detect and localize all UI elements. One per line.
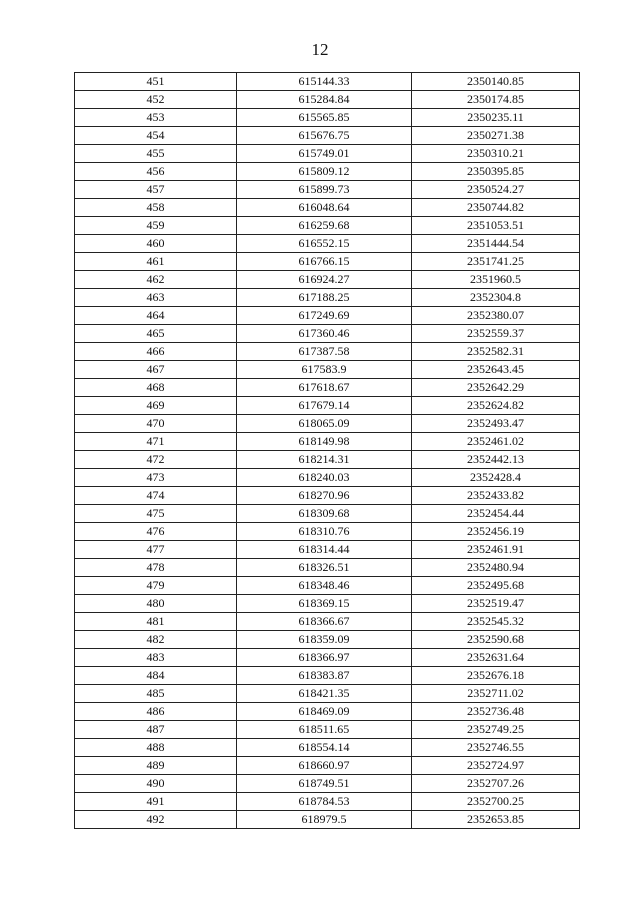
table-row bbox=[75, 793, 580, 811]
point-number-cell: 456 bbox=[75, 163, 237, 181]
point-number-cell: 471 bbox=[75, 433, 237, 451]
y-coordinate-cell: 2352442.13 bbox=[412, 451, 580, 469]
point-number-cell: 458 bbox=[75, 199, 237, 217]
point-number-cell: 469 bbox=[75, 397, 237, 415]
x-coordinate-cell: 617188.25 bbox=[237, 289, 412, 307]
table-row bbox=[75, 613, 580, 631]
point-number-cell: 482 bbox=[75, 631, 237, 649]
x-coordinate-cell: 618270.96 bbox=[237, 487, 412, 505]
point-number-cell: 480 bbox=[75, 595, 237, 613]
point-number-cell: 475 bbox=[75, 505, 237, 523]
table-row bbox=[75, 487, 580, 505]
table-row bbox=[75, 703, 580, 721]
y-coordinate-cell: 2352590.68 bbox=[412, 631, 580, 649]
point-number-cell: 477 bbox=[75, 541, 237, 559]
y-coordinate-cell: 2351444.54 bbox=[412, 235, 580, 253]
table-row bbox=[75, 73, 580, 91]
point-number-cell: 489 bbox=[75, 757, 237, 775]
x-coordinate-cell: 618784.53 bbox=[237, 793, 412, 811]
x-coordinate-cell: 616259.68 bbox=[237, 217, 412, 235]
y-coordinate-cell: 2352380.07 bbox=[412, 307, 580, 325]
x-coordinate-cell: 618149.98 bbox=[237, 433, 412, 451]
point-number-cell: 467 bbox=[75, 361, 237, 379]
x-coordinate-cell: 618309.68 bbox=[237, 505, 412, 523]
y-coordinate-cell: 2352559.37 bbox=[412, 325, 580, 343]
table-row bbox=[75, 91, 580, 109]
table-row bbox=[75, 379, 580, 397]
point-number-cell: 460 bbox=[75, 235, 237, 253]
point-number-cell: 472 bbox=[75, 451, 237, 469]
x-coordinate-cell: 618065.09 bbox=[237, 415, 412, 433]
table-row bbox=[75, 811, 580, 829]
x-coordinate-cell: 618660.97 bbox=[237, 757, 412, 775]
table-row bbox=[75, 289, 580, 307]
x-coordinate-cell: 615565.85 bbox=[237, 109, 412, 127]
table-row bbox=[75, 253, 580, 271]
x-coordinate-cell: 617679.14 bbox=[237, 397, 412, 415]
table-row bbox=[75, 541, 580, 559]
x-coordinate-cell: 618326.51 bbox=[237, 559, 412, 577]
x-coordinate-cell: 617618.67 bbox=[237, 379, 412, 397]
y-coordinate-cell: 2352724.97 bbox=[412, 757, 580, 775]
x-coordinate-cell: 617360.46 bbox=[237, 325, 412, 343]
table-row bbox=[75, 433, 580, 451]
table-row bbox=[75, 469, 580, 487]
table-row bbox=[75, 235, 580, 253]
x-coordinate-cell: 618314.44 bbox=[237, 541, 412, 559]
table-row bbox=[75, 415, 580, 433]
table-row bbox=[75, 199, 580, 217]
point-number-cell: 459 bbox=[75, 217, 237, 235]
x-coordinate-cell: 618383.87 bbox=[237, 667, 412, 685]
table-row bbox=[75, 163, 580, 181]
point-number-cell: 461 bbox=[75, 253, 237, 271]
table-row bbox=[75, 127, 580, 145]
table-row bbox=[75, 325, 580, 343]
point-number-cell: 454 bbox=[75, 127, 237, 145]
table-row bbox=[75, 217, 580, 235]
y-coordinate-cell: 2352461.91 bbox=[412, 541, 580, 559]
table-row bbox=[75, 721, 580, 739]
table-row bbox=[75, 523, 580, 541]
table-row bbox=[75, 559, 580, 577]
point-number-cell: 478 bbox=[75, 559, 237, 577]
y-coordinate-cell: 2352304.8 bbox=[412, 289, 580, 307]
y-coordinate-cell: 2352711.02 bbox=[412, 685, 580, 703]
y-coordinate-cell: 2352643.45 bbox=[412, 361, 580, 379]
table-row bbox=[75, 577, 580, 595]
point-number-cell: 473 bbox=[75, 469, 237, 487]
y-coordinate-cell: 2352428.4 bbox=[412, 469, 580, 487]
point-number-cell: 485 bbox=[75, 685, 237, 703]
table-row bbox=[75, 397, 580, 415]
y-coordinate-cell: 2352676.18 bbox=[412, 667, 580, 685]
x-coordinate-cell: 618421.35 bbox=[237, 685, 412, 703]
coordinates-table-body bbox=[75, 73, 580, 829]
point-number-cell: 479 bbox=[75, 577, 237, 595]
y-coordinate-cell: 2352495.68 bbox=[412, 577, 580, 595]
y-coordinate-cell: 2350271.38 bbox=[412, 127, 580, 145]
point-number-cell: 487 bbox=[75, 721, 237, 739]
x-coordinate-cell: 616048.64 bbox=[237, 199, 412, 217]
y-coordinate-cell: 2352736.48 bbox=[412, 703, 580, 721]
point-number-cell: 483 bbox=[75, 649, 237, 667]
point-number-cell: 481 bbox=[75, 613, 237, 631]
y-coordinate-cell: 2352631.64 bbox=[412, 649, 580, 667]
table-row bbox=[75, 667, 580, 685]
x-coordinate-cell: 618240.03 bbox=[237, 469, 412, 487]
y-coordinate-cell: 2351741.25 bbox=[412, 253, 580, 271]
y-coordinate-cell: 2352746.55 bbox=[412, 739, 580, 757]
point-number-cell: 452 bbox=[75, 91, 237, 109]
x-coordinate-cell: 618469.09 bbox=[237, 703, 412, 721]
point-number-cell: 455 bbox=[75, 145, 237, 163]
x-coordinate-cell: 616552.15 bbox=[237, 235, 412, 253]
x-coordinate-cell: 617249.69 bbox=[237, 307, 412, 325]
x-coordinate-cell: 618310.76 bbox=[237, 523, 412, 541]
point-number-cell: 468 bbox=[75, 379, 237, 397]
y-coordinate-cell: 2350395.85 bbox=[412, 163, 580, 181]
point-number-cell: 486 bbox=[75, 703, 237, 721]
table-row bbox=[75, 361, 580, 379]
y-coordinate-cell: 2352642.29 bbox=[412, 379, 580, 397]
y-coordinate-cell: 2352433.82 bbox=[412, 487, 580, 505]
y-coordinate-cell: 2350235.11 bbox=[412, 109, 580, 127]
point-number-cell: 451 bbox=[75, 73, 237, 91]
point-number-cell: 490 bbox=[75, 775, 237, 793]
coordinates-table bbox=[74, 72, 580, 829]
y-coordinate-cell: 2352700.25 bbox=[412, 793, 580, 811]
x-coordinate-cell: 615144.33 bbox=[237, 73, 412, 91]
y-coordinate-cell: 2352545.32 bbox=[412, 613, 580, 631]
table-row bbox=[75, 631, 580, 649]
x-coordinate-cell: 616766.15 bbox=[237, 253, 412, 271]
x-coordinate-cell: 616924.27 bbox=[237, 271, 412, 289]
x-coordinate-cell: 618359.09 bbox=[237, 631, 412, 649]
x-coordinate-cell: 618511.65 bbox=[237, 721, 412, 739]
y-coordinate-cell: 2352461.02 bbox=[412, 433, 580, 451]
table-row bbox=[75, 307, 580, 325]
y-coordinate-cell: 2352454.44 bbox=[412, 505, 580, 523]
point-number-cell: 464 bbox=[75, 307, 237, 325]
y-coordinate-cell: 2352456.19 bbox=[412, 523, 580, 541]
table-row bbox=[75, 343, 580, 361]
y-coordinate-cell: 2351053.51 bbox=[412, 217, 580, 235]
page-number: 12 bbox=[311, 40, 329, 59]
point-number-cell: 484 bbox=[75, 667, 237, 685]
point-number-cell: 476 bbox=[75, 523, 237, 541]
table-row bbox=[75, 595, 580, 613]
x-coordinate-cell: 615749.01 bbox=[237, 145, 412, 163]
table-row bbox=[75, 181, 580, 199]
x-coordinate-cell: 615809.12 bbox=[237, 163, 412, 181]
x-coordinate-cell: 618366.97 bbox=[237, 649, 412, 667]
point-number-cell: 491 bbox=[75, 793, 237, 811]
point-number-cell: 488 bbox=[75, 739, 237, 757]
y-coordinate-cell: 2350744.82 bbox=[412, 199, 580, 217]
y-coordinate-cell: 2350140.85 bbox=[412, 73, 580, 91]
table-row bbox=[75, 685, 580, 703]
table-row bbox=[75, 739, 580, 757]
y-coordinate-cell: 2352480.94 bbox=[412, 559, 580, 577]
y-coordinate-cell: 2352624.82 bbox=[412, 397, 580, 415]
y-coordinate-cell: 2351960.5 bbox=[412, 271, 580, 289]
point-number-cell: 466 bbox=[75, 343, 237, 361]
table-row bbox=[75, 775, 580, 793]
x-coordinate-cell: 618348.46 bbox=[237, 577, 412, 595]
point-number-cell: 463 bbox=[75, 289, 237, 307]
x-coordinate-cell: 617583.9 bbox=[237, 361, 412, 379]
point-number-cell: 470 bbox=[75, 415, 237, 433]
x-coordinate-cell: 618979.5 bbox=[237, 811, 412, 829]
table-row bbox=[75, 505, 580, 523]
y-coordinate-cell: 2350310.21 bbox=[412, 145, 580, 163]
table-row bbox=[75, 145, 580, 163]
table-row bbox=[75, 109, 580, 127]
point-number-cell: 462 bbox=[75, 271, 237, 289]
y-coordinate-cell: 2352493.47 bbox=[412, 415, 580, 433]
point-number-cell: 453 bbox=[75, 109, 237, 127]
y-coordinate-cell: 2350524.27 bbox=[412, 181, 580, 199]
x-coordinate-cell: 618369.15 bbox=[237, 595, 412, 613]
y-coordinate-cell: 2352582.31 bbox=[412, 343, 580, 361]
x-coordinate-cell: 615676.75 bbox=[237, 127, 412, 145]
y-coordinate-cell: 2352653.85 bbox=[412, 811, 580, 829]
x-coordinate-cell: 618214.31 bbox=[237, 451, 412, 469]
y-coordinate-cell: 2352519.47 bbox=[412, 595, 580, 613]
y-coordinate-cell: 2352707.26 bbox=[412, 775, 580, 793]
x-coordinate-cell: 615284.84 bbox=[237, 91, 412, 109]
point-number-cell: 492 bbox=[75, 811, 237, 829]
point-number-cell: 474 bbox=[75, 487, 237, 505]
table-row bbox=[75, 271, 580, 289]
x-coordinate-cell: 618749.51 bbox=[237, 775, 412, 793]
x-coordinate-cell: 618366.67 bbox=[237, 613, 412, 631]
x-coordinate-cell: 617387.58 bbox=[237, 343, 412, 361]
x-coordinate-cell: 615899.73 bbox=[237, 181, 412, 199]
y-coordinate-cell: 2350174.85 bbox=[412, 91, 580, 109]
table-row bbox=[75, 451, 580, 469]
y-coordinate-cell: 2352749.25 bbox=[412, 721, 580, 739]
x-coordinate-cell: 618554.14 bbox=[237, 739, 412, 757]
table-row bbox=[75, 649, 580, 667]
point-number-cell: 465 bbox=[75, 325, 237, 343]
table-row bbox=[75, 757, 580, 775]
point-number-cell: 457 bbox=[75, 181, 237, 199]
